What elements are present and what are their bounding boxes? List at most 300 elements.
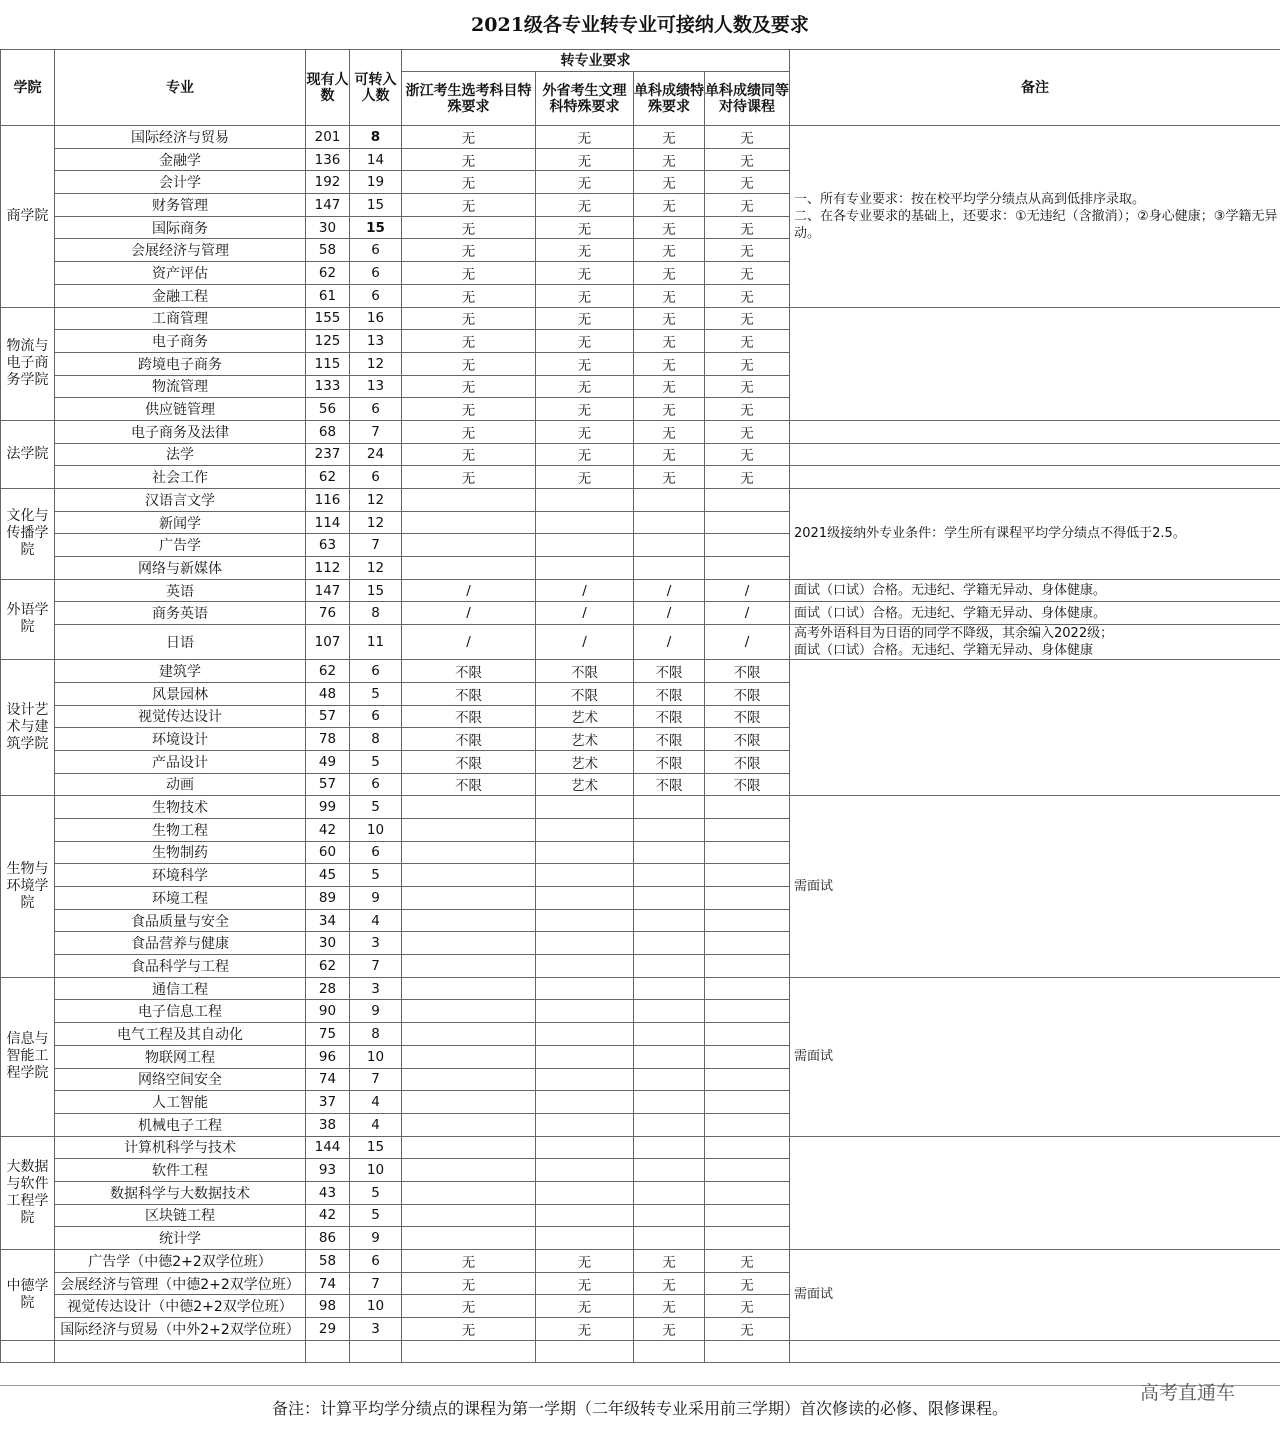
- current-count: 30: [306, 932, 350, 955]
- req-equal: [705, 864, 790, 887]
- remark-cell: 需面试: [790, 1250, 1280, 1341]
- transfer-count: 7: [350, 955, 402, 978]
- transfer-count: 3: [350, 977, 402, 1000]
- college-name: 物流与电子商务学院: [1, 307, 55, 420]
- current-count: 30: [306, 216, 350, 239]
- remark-cell: 需面试: [790, 796, 1280, 978]
- req-single: 不限: [634, 705, 705, 728]
- current-count: 28: [306, 977, 350, 1000]
- transfer-count: 7: [350, 420, 402, 443]
- req-zj: 不限: [402, 728, 536, 751]
- current-count: 29: [306, 1318, 350, 1341]
- req-other: [536, 1091, 634, 1114]
- req-zj: [402, 1023, 536, 1046]
- blank-cell: [350, 1340, 402, 1362]
- current-count: 76: [306, 602, 350, 625]
- current-count: 37: [306, 1091, 350, 1114]
- req-other: [536, 1000, 634, 1023]
- transfer-count: 7: [350, 534, 402, 557]
- req-equal: [705, 534, 790, 557]
- college-name: 中德学院: [1, 1250, 55, 1341]
- req-single: [634, 1204, 705, 1227]
- req-single: 无: [634, 352, 705, 375]
- req-single: [634, 1091, 705, 1114]
- req-equal: 无: [705, 239, 790, 262]
- req-single: 无: [634, 126, 705, 149]
- req-zj: 无: [402, 352, 536, 375]
- major-name: 跨境电子商务: [55, 352, 306, 375]
- major-name: 国际经济与贸易: [55, 126, 306, 149]
- req-single: [634, 534, 705, 557]
- req-single: 无: [634, 194, 705, 217]
- current-count: 62: [306, 955, 350, 978]
- major-name: 金融工程: [55, 284, 306, 307]
- major-name: 人工智能: [55, 1091, 306, 1114]
- current-count: 45: [306, 864, 350, 887]
- req-other: [536, 557, 634, 580]
- major-name: 供应链管理: [55, 398, 306, 421]
- major-name: 电子信息工程: [55, 1000, 306, 1023]
- req-zj: [402, 977, 536, 1000]
- req-other: 无: [536, 352, 634, 375]
- req-other: 不限: [536, 682, 634, 705]
- current-count: 201: [306, 126, 350, 149]
- req-other: [536, 534, 634, 557]
- major-name: 食品营养与健康: [55, 932, 306, 955]
- req-zj: 无: [402, 194, 536, 217]
- req-zj: 无: [402, 443, 536, 466]
- req-equal: 无: [705, 262, 790, 285]
- req-zj: 无: [402, 420, 536, 443]
- transfer-count: 12: [350, 511, 402, 534]
- college-name: 文化与传播学院: [1, 489, 55, 580]
- req-zj: 无: [402, 307, 536, 330]
- req-equal: 无: [705, 330, 790, 353]
- req-other: 无: [536, 375, 634, 398]
- req-single: [634, 1136, 705, 1159]
- req-single: 无: [634, 420, 705, 443]
- req-zj: 无: [402, 284, 536, 307]
- req-single: [634, 796, 705, 819]
- req-other: [536, 864, 634, 887]
- req-zj: 无: [402, 148, 536, 171]
- req-equal: /: [705, 602, 790, 625]
- req-equal: [705, 557, 790, 580]
- req-other: /: [536, 602, 634, 625]
- req-equal: [705, 909, 790, 932]
- transfer-count: 6: [350, 466, 402, 489]
- transfer-count: 3: [350, 1318, 402, 1341]
- transfer-count: 6: [350, 1250, 402, 1273]
- current-count: 147: [306, 579, 350, 602]
- current-count: 136: [306, 148, 350, 171]
- major-name: 网络与新媒体: [55, 557, 306, 580]
- req-equal: [705, 511, 790, 534]
- req-single: 不限: [634, 660, 705, 683]
- req-zj: 不限: [402, 773, 536, 796]
- req-zj: [402, 1159, 536, 1182]
- req-other: 无: [536, 262, 634, 285]
- req-equal: 无: [705, 148, 790, 171]
- req-other: [536, 1181, 634, 1204]
- req-zj: 无: [402, 1250, 536, 1273]
- remark-cell: 需面试: [790, 977, 1280, 1136]
- major-name: 通信工程: [55, 977, 306, 1000]
- req-equal: /: [705, 579, 790, 602]
- table-row: [1, 625, 1280, 660]
- current-count: 237: [306, 443, 350, 466]
- transfer-count: 4: [350, 1113, 402, 1136]
- header-transfer: 可转入人数: [350, 50, 402, 126]
- req-equal: 不限: [705, 728, 790, 751]
- req-other: [536, 932, 634, 955]
- page-title: 2021级各专业转专业可接纳人数及要求: [0, 0, 1280, 50]
- blank-cell: [705, 1340, 790, 1362]
- req-zj: 无: [402, 330, 536, 353]
- transfer-count: 7: [350, 1068, 402, 1091]
- major-name: 机械电子工程: [55, 1113, 306, 1136]
- req-single: [634, 977, 705, 1000]
- college-name: 商学院: [1, 126, 55, 308]
- req-single: [634, 932, 705, 955]
- req-zj: /: [402, 579, 536, 602]
- current-count: 114: [306, 511, 350, 534]
- req-equal: [705, 818, 790, 841]
- req-zj: [402, 909, 536, 932]
- major-name: 生物制药: [55, 841, 306, 864]
- req-equal: 无: [705, 352, 790, 375]
- header-remarks: 备注: [790, 50, 1280, 126]
- remark-cell: [790, 307, 1280, 420]
- req-equal: 无: [705, 443, 790, 466]
- remark-cell: [790, 443, 1280, 466]
- req-other: 无: [536, 239, 634, 262]
- major-name: 物流管理: [55, 375, 306, 398]
- footer-note: 备注：计算平均学分绩点的课程为第一学期（二年级转专业采用前三学期）首次修读的必修、限修课程。: [0, 1385, 1280, 1431]
- transfer-count: 8: [350, 126, 402, 149]
- major-name: 环境设计: [55, 728, 306, 751]
- transfer-count: 3: [350, 932, 402, 955]
- blank-cell: [55, 1340, 306, 1362]
- req-single: 无: [634, 171, 705, 194]
- req-zj: 不限: [402, 705, 536, 728]
- college-name: 法学院: [1, 420, 55, 488]
- req-zj: [402, 511, 536, 534]
- current-count: 61: [306, 284, 350, 307]
- req-single: [634, 1045, 705, 1068]
- transfer-count: 5: [350, 1181, 402, 1204]
- transfer-count: 11: [350, 625, 402, 660]
- major-name: 物联网工程: [55, 1045, 306, 1068]
- req-equal: 无: [705, 1250, 790, 1273]
- req-zj: [402, 489, 536, 512]
- req-equal: 无: [705, 1295, 790, 1318]
- current-count: 78: [306, 728, 350, 751]
- req-single: /: [634, 625, 705, 660]
- req-equal: [705, 977, 790, 1000]
- transfer-count: 5: [350, 796, 402, 819]
- major-name: 软件工程: [55, 1159, 306, 1182]
- req-other: [536, 1068, 634, 1091]
- req-single: [634, 489, 705, 512]
- remark-cell: 一、所有专业要求：按在校平均学分绩点从高到低排序录取。 二、在各专业要求的基础上，还要求：①无违纪（含撤消）；②身心健康；③学籍无异动。: [790, 126, 1280, 308]
- req-other: 无: [536, 398, 634, 421]
- major-name: 区块链工程: [55, 1204, 306, 1227]
- req-other: 无: [536, 1272, 634, 1295]
- current-count: 144: [306, 1136, 350, 1159]
- req-zj: [402, 1181, 536, 1204]
- transfer-count: 5: [350, 750, 402, 773]
- req-equal: [705, 1136, 790, 1159]
- req-other: 无: [536, 1318, 634, 1341]
- req-single: [634, 841, 705, 864]
- req-single: [634, 1023, 705, 1046]
- current-count: 155: [306, 307, 350, 330]
- current-count: 56: [306, 398, 350, 421]
- blank-cell: [634, 1340, 705, 1362]
- current-count: 98: [306, 1295, 350, 1318]
- table-row: [1, 443, 1280, 466]
- req-single: 不限: [634, 773, 705, 796]
- req-zj: 无: [402, 216, 536, 239]
- transfer-count: 5: [350, 1204, 402, 1227]
- remark-cell: [790, 420, 1280, 443]
- college-name: 设计艺术与建筑学院: [1, 660, 55, 796]
- req-equal: 无: [705, 466, 790, 489]
- req-other: 无: [536, 443, 634, 466]
- req-other: 无: [536, 1295, 634, 1318]
- req-zj: 无: [402, 466, 536, 489]
- req-zj: 无: [402, 239, 536, 262]
- req-equal: [705, 841, 790, 864]
- req-single: 无: [634, 398, 705, 421]
- req-single: [634, 557, 705, 580]
- current-count: 43: [306, 1181, 350, 1204]
- req-single: [634, 864, 705, 887]
- header-college: 学院: [1, 50, 55, 126]
- major-name: 金融学: [55, 148, 306, 171]
- req-equal: [705, 887, 790, 910]
- req-zj: 不限: [402, 750, 536, 773]
- req-zj: 无: [402, 1272, 536, 1295]
- current-count: 115: [306, 352, 350, 375]
- current-count: 63: [306, 534, 350, 557]
- req-other: 无: [536, 1250, 634, 1273]
- req-other: [536, 489, 634, 512]
- req-equal: [705, 955, 790, 978]
- current-count: 58: [306, 239, 350, 262]
- major-name: 工商管理: [55, 307, 306, 330]
- req-single: 无: [634, 1250, 705, 1273]
- req-single: [634, 1227, 705, 1250]
- req-other: [536, 818, 634, 841]
- table-row: [1, 420, 1280, 443]
- transfer-count: 10: [350, 818, 402, 841]
- table-row: [1, 1136, 1280, 1159]
- req-equal: [705, 1023, 790, 1046]
- transfer-count: 9: [350, 1000, 402, 1023]
- req-single: 无: [634, 1272, 705, 1295]
- req-other: 艺术: [536, 750, 634, 773]
- req-single: 无: [634, 466, 705, 489]
- major-name: 网络空间安全: [55, 1068, 306, 1091]
- major-name: 建筑学: [55, 660, 306, 683]
- college-name: 生物与环境学院: [1, 796, 55, 978]
- req-single: [634, 1159, 705, 1182]
- major-name: 国际经济与贸易（中外2+2双学位班）: [55, 1318, 306, 1341]
- major-name: 广告学: [55, 534, 306, 557]
- transfer-count: 9: [350, 887, 402, 910]
- major-name: 视觉传达设计: [55, 705, 306, 728]
- req-equal: [705, 1159, 790, 1182]
- transfer-count: 19: [350, 171, 402, 194]
- current-count: 90: [306, 1000, 350, 1023]
- current-count: 192: [306, 171, 350, 194]
- major-name: 统计学: [55, 1227, 306, 1250]
- table-row: [1, 796, 1280, 819]
- major-name: 风景园林: [55, 682, 306, 705]
- req-equal: 无: [705, 216, 790, 239]
- current-count: 42: [306, 1204, 350, 1227]
- current-count: 107: [306, 625, 350, 660]
- current-count: 116: [306, 489, 350, 512]
- req-zj: [402, 557, 536, 580]
- req-single: 无: [634, 148, 705, 171]
- transfer-count: 15: [350, 579, 402, 602]
- req-other: 无: [536, 284, 634, 307]
- blank-row: [1, 1340, 1280, 1362]
- transfer-count: 12: [350, 352, 402, 375]
- current-count: 96: [306, 1045, 350, 1068]
- current-count: 74: [306, 1272, 350, 1295]
- header-req-zj: 浙江考生选考科目特殊要求: [402, 72, 536, 126]
- major-name: 计算机科学与技术: [55, 1136, 306, 1159]
- req-single: 无: [634, 284, 705, 307]
- major-name: 电气工程及其自动化: [55, 1023, 306, 1046]
- table-row: [1, 307, 1280, 330]
- transfer-count: 6: [350, 705, 402, 728]
- req-zj: 无: [402, 375, 536, 398]
- current-count: 75: [306, 1023, 350, 1046]
- req-other: [536, 977, 634, 1000]
- remark-cell: [790, 1136, 1280, 1249]
- req-other: 无: [536, 171, 634, 194]
- req-zj: [402, 841, 536, 864]
- major-name: 视觉传达设计（中德2+2双学位班）: [55, 1295, 306, 1318]
- req-other: [536, 1204, 634, 1227]
- current-count: 38: [306, 1113, 350, 1136]
- req-single: [634, 1000, 705, 1023]
- major-name: 法学: [55, 443, 306, 466]
- blank-cell: [402, 1340, 536, 1362]
- transfer-count: 8: [350, 1023, 402, 1046]
- req-single: /: [634, 579, 705, 602]
- req-other: 无: [536, 148, 634, 171]
- current-count: 133: [306, 375, 350, 398]
- major-name: 食品科学与工程: [55, 955, 306, 978]
- major-name: 日语: [55, 625, 306, 660]
- header-major: 专业: [55, 50, 306, 126]
- req-zj: [402, 864, 536, 887]
- transfer-count: 6: [350, 660, 402, 683]
- req-zj: [402, 1091, 536, 1114]
- college-name: 信息与智能工程学院: [1, 977, 55, 1136]
- current-count: 112: [306, 557, 350, 580]
- major-name: 英语: [55, 579, 306, 602]
- major-name: 食品质量与安全: [55, 909, 306, 932]
- req-zj: [402, 1000, 536, 1023]
- major-name: 环境科学: [55, 864, 306, 887]
- req-zj: 无: [402, 1318, 536, 1341]
- transfer-count: 16: [350, 307, 402, 330]
- req-equal: 无: [705, 126, 790, 149]
- req-zj: 不限: [402, 682, 536, 705]
- table-row: [1, 579, 1280, 602]
- transfer-count: 6: [350, 398, 402, 421]
- remark-cell: 2021级接纳外专业条件：学生所有课程平均学分绩点不得低于2.5。: [790, 489, 1280, 580]
- req-single: 无: [634, 262, 705, 285]
- req-equal: [705, 932, 790, 955]
- req-single: 无: [634, 239, 705, 262]
- req-single: [634, 955, 705, 978]
- req-zj: [402, 932, 536, 955]
- transfer-count: 15: [350, 216, 402, 239]
- req-single: 无: [634, 443, 705, 466]
- req-zj: 无: [402, 171, 536, 194]
- transfer-count: 8: [350, 728, 402, 751]
- req-zj: 无: [402, 398, 536, 421]
- req-single: [634, 1181, 705, 1204]
- req-equal: 不限: [705, 750, 790, 773]
- req-other: [536, 1136, 634, 1159]
- req-equal: 无: [705, 284, 790, 307]
- major-name: 动画: [55, 773, 306, 796]
- table-row: [1, 466, 1280, 489]
- major-name: 会展经济与管理: [55, 239, 306, 262]
- req-other: [536, 796, 634, 819]
- transfer-count: 5: [350, 864, 402, 887]
- table-row: [1, 1250, 1280, 1273]
- current-count: 125: [306, 330, 350, 353]
- transfer-count: 24: [350, 443, 402, 466]
- req-single: 无: [634, 375, 705, 398]
- req-equal: [705, 1091, 790, 1114]
- req-single: [634, 909, 705, 932]
- req-equal: [705, 796, 790, 819]
- req-other: 不限: [536, 660, 634, 683]
- req-equal: [705, 1045, 790, 1068]
- req-equal: [705, 1000, 790, 1023]
- current-count: 89: [306, 887, 350, 910]
- table-row: [1, 126, 1280, 149]
- req-other: 无: [536, 194, 634, 217]
- major-name: 资产评估: [55, 262, 306, 285]
- transfer-count: 13: [350, 330, 402, 353]
- current-count: 42: [306, 818, 350, 841]
- req-single: 无: [634, 216, 705, 239]
- req-single: 无: [634, 1295, 705, 1318]
- req-equal: [705, 1113, 790, 1136]
- req-equal: [705, 489, 790, 512]
- transfer-count: 6: [350, 239, 402, 262]
- blank-cell: [536, 1340, 634, 1362]
- req-equal: 不限: [705, 660, 790, 683]
- req-other: 艺术: [536, 773, 634, 796]
- req-equal: 不限: [705, 682, 790, 705]
- req-other: 无: [536, 307, 634, 330]
- header-req-equal: 单科成绩同等对待课程: [705, 72, 790, 126]
- req-other: [536, 511, 634, 534]
